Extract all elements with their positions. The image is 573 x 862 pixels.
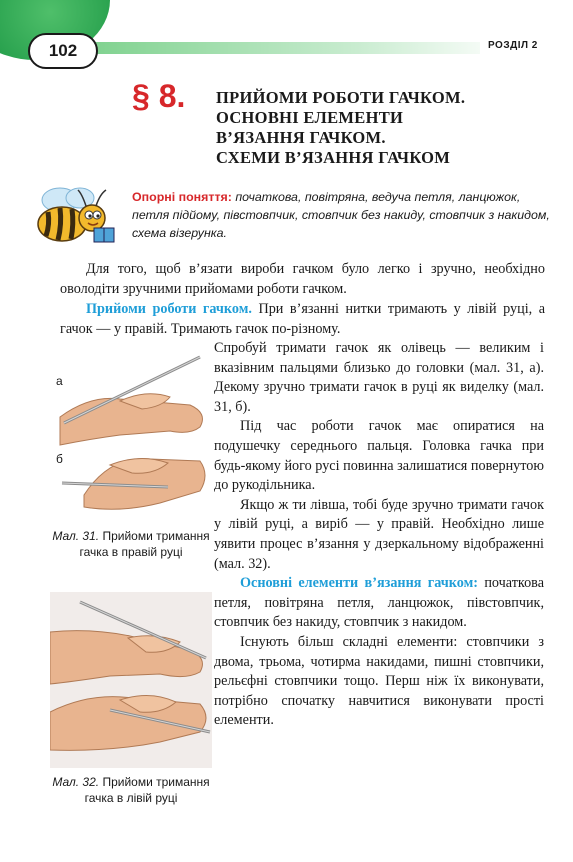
body-paragraph: Спробуй тримати гачок як олівець — великим і вказівним пальцями близько до головки (мал. 31, а). Декому зручно тримати гачок в руці як виделку (мал. 31, б). bbox=[214, 340, 544, 415]
intro-paragraph bbox=[60, 260, 545, 299]
title-line: СХЕМИ В’ЯЗАННЯ ГАЧКОМ bbox=[216, 148, 451, 167]
techniques-paragraph bbox=[60, 300, 545, 339]
figure-32-caption-text: Прийоми тримання гачка в лівій руці bbox=[84, 775, 210, 805]
bee-mascot-icon bbox=[28, 180, 118, 250]
body-paragraph: Під час роботи гачок має опиратися на подушечку середнього пальця. Головка гачка при будь-якому його русі повинна залишатися повернутою до рукодільника. bbox=[214, 418, 544, 494]
paragraph-number: § 8. bbox=[132, 78, 186, 114]
techniques-text: При в’язанні нитки тримають у лівій руці, а гачок — у правій. Тримають гачок по-різному. bbox=[60, 301, 546, 337]
figure-31-caption-text: Прийоми тримання гачка в правій руці bbox=[79, 529, 210, 559]
elements-text: початкова петля, повітряна петля, ланцюжок, півстовпчик, стовпчик без накиду, стовпчик з накидом. bbox=[214, 575, 544, 631]
figure-31-photo bbox=[50, 335, 212, 525]
body-paragraph: Якщо ж ти лівша, тобі буде зручно тримати гачок у лівій руці, а виріб — у правій. Необхідно лише уявити процес в’язання у дзеркальному відображенні (мал. 32). bbox=[214, 496, 544, 572]
main-column bbox=[214, 339, 544, 731]
header-bar bbox=[70, 42, 480, 54]
intro-text: Для того, щоб в’язати вироби гачком було легко і зручно, необхідно оволодіти зручними прийомами роботи гачком. bbox=[60, 261, 545, 297]
figure-31-label-a: а bbox=[56, 374, 63, 388]
paragraph-title bbox=[216, 88, 546, 168]
elements-heading: Основні елементи в’язання гачком: bbox=[240, 575, 478, 592]
figure-31-number: Мал. 31. bbox=[52, 529, 100, 543]
key-concepts-label: Опорні поняття: bbox=[132, 190, 232, 204]
section-label: РОЗДІЛ 2 bbox=[488, 40, 538, 51]
figure-31-label-b: б bbox=[56, 452, 63, 466]
figure-32-photo bbox=[50, 592, 212, 768]
figure-32-number: Мал. 32. bbox=[52, 775, 100, 789]
title-line: В’ЯЗАННЯ ГАЧКОМ. bbox=[216, 128, 386, 147]
key-concepts bbox=[132, 188, 552, 242]
page-number: 102 bbox=[28, 33, 98, 69]
figure-32-caption bbox=[48, 774, 214, 806]
figure-31-caption bbox=[48, 528, 214, 560]
title-line: ПРИЙОМИ РОБОТИ ГАЧКОМ. bbox=[216, 88, 466, 107]
key-concepts-terms: початкова, повітряна, ведуча петля, ланцюжок, петля підйому, півстовпчик, стовпчик без накиду, стовпчик з накидом, схема візерунка. bbox=[132, 190, 550, 240]
body-paragraph: Існують більш складні елементи: стовпчики з двома, трьома, чотирма накидами, пишні стовпчики, рельєфні стовпчики тощо. Перш ніж їх виконувати, потрібно спочатку навчитися виконувати прості елементи. bbox=[214, 633, 544, 729]
title-line: ОСНОВНІ ЕЛЕМЕНТИ bbox=[216, 108, 404, 127]
techniques-heading: Прийоми роботи гачком. bbox=[86, 301, 252, 317]
